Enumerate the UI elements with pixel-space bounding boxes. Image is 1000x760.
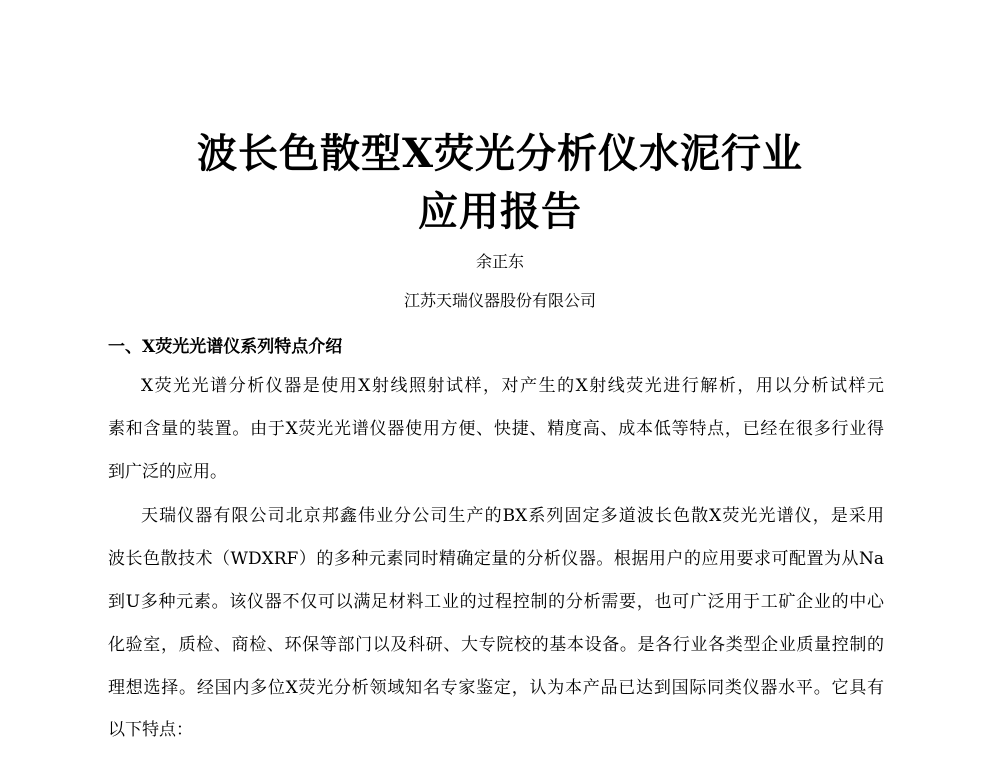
- paragraph-1-line: X荧光光谱分析仪器是使用X射线照射试样，对产生的X射线荧光进行解析，用以分析试样元: [141, 376, 884, 396]
- paragraph-2-line: 以下特点：: [108, 720, 193, 740]
- paragraph-1-line: 素和含量的装置。由于X荧光光谱仪器使用方便、快捷、精度高、成本低等特点，已经在很多行业得: [108, 419, 884, 439]
- paragraph-2-line: 化验室，质检、商检、环保等部门以及科研、大专院校的基本设备。是各行业各类型企业质量控制的: [108, 635, 884, 655]
- paragraph-2-line: 波长色散技术（WDXRF）的多种元素同时精确定量的分析仪器。根据用户的应用要求可配置为从Na: [108, 549, 884, 569]
- organization-name: 江苏天瑞仪器股份有限公司: [403, 291, 596, 310]
- title-line-2: 应用报告: [418, 188, 582, 235]
- title-line-1: 波长色散型X荧光分析仪水泥行业: [196, 130, 804, 177]
- paragraph-2-line: 理想选择。经国内多位X荧光分析领域知名专家鉴定，认为本产品已达到国际同类仪器水平。它具有: [108, 678, 884, 698]
- paragraph-2-line: 到U多种元素。该仪器不仅可以满足材料工业的过程控制的分析需要，也可广泛用于工矿企业的中心: [108, 592, 884, 612]
- paragraph-2-line: 天瑞仪器有限公司北京邦鑫伟业分公司生产的BX系列固定多道波长色散X荧光光谱仪，是采用: [141, 506, 884, 526]
- author-name: 余正东: [475, 252, 524, 271]
- section-heading: 一、X荧光光谱仪系列特点介绍: [108, 337, 343, 357]
- paragraph-1-line: 到广泛的应用。: [108, 462, 227, 482]
